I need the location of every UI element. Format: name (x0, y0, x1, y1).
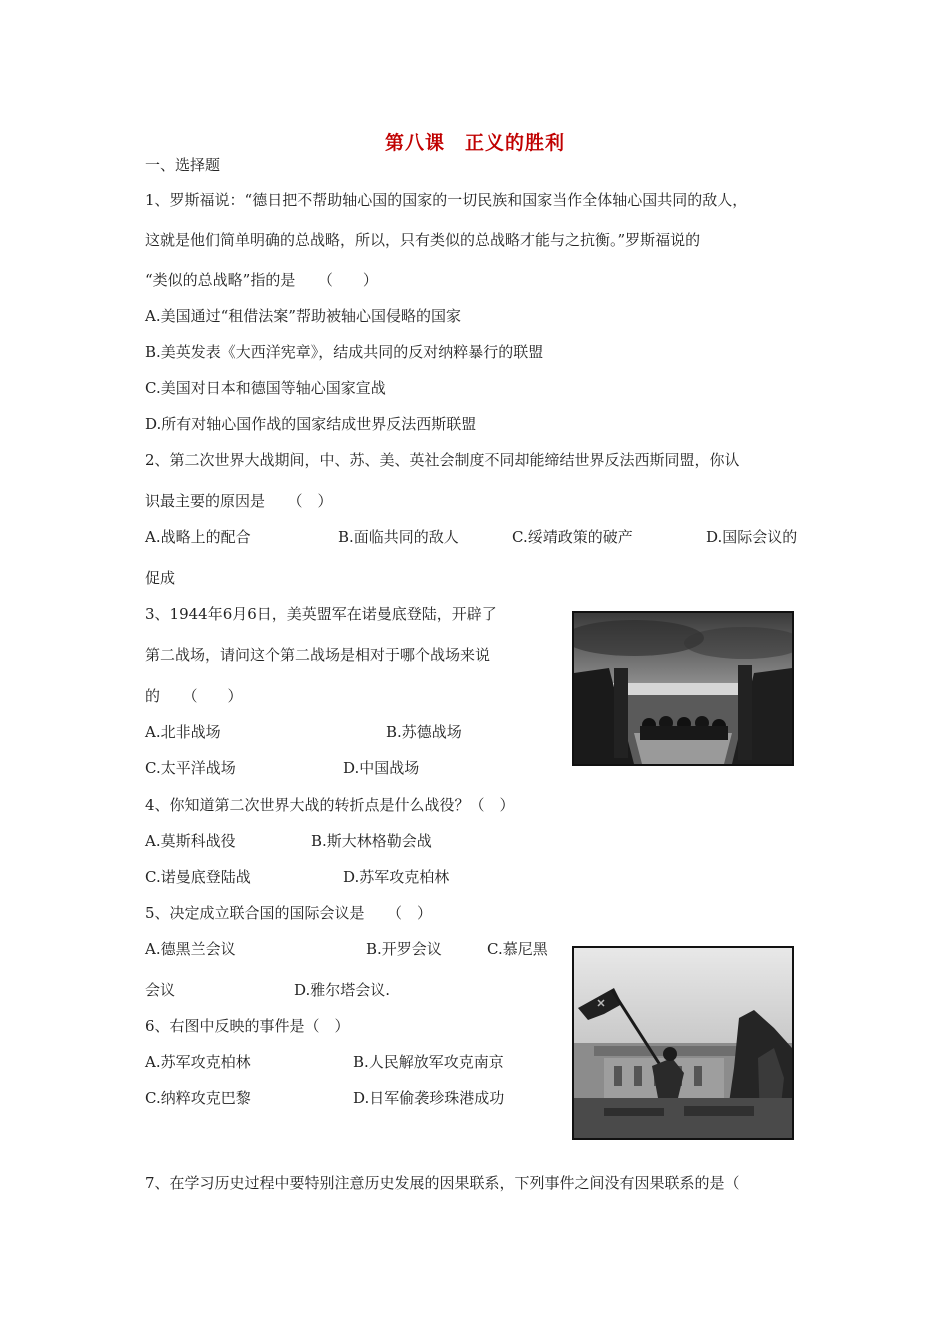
q6-option-d: D.日军偷袭珍珠港成功 (353, 1089, 505, 1107)
berlin-flag-photo (572, 946, 794, 1140)
q1-stem-line2: 这就是他们简单明确的总战略，所以，只有类似的总战略才能与之抗衡。”罗斯福说的 (145, 231, 701, 249)
q4-stem: 4、你知道第二次世界大战的转折点是什么战役？（ ） (145, 796, 515, 814)
q5-option-c-continued: 会议 (145, 981, 176, 999)
berlin-flag-image (574, 948, 792, 1138)
q4-option-a: A.莫斯科战役 (145, 832, 236, 850)
q2-option-b: B.面临共同的敌人 (338, 528, 459, 546)
q6-option-a: A.苏军攻克柏林 (145, 1053, 251, 1071)
q3-option-b: B.苏德战场 (386, 723, 462, 741)
q6-stem: 6、右图中反映的事件是（ ） (145, 1017, 350, 1035)
q4-option-b: B.斯大林格勒会战 (311, 832, 432, 850)
q6-option-b: B.人民解放军攻克南京 (353, 1053, 504, 1071)
q5-option-c: C.慕尼黑 (487, 940, 548, 958)
q1-stem-line1: 1、罗斯福说：“德日把不帮助轴心国的国家的一切民族和国家当作全体轴心国共同的敌人， (145, 191, 748, 209)
q2-option-d: D.国际会议的 (706, 528, 798, 546)
q4-option-c: C.诺曼底登陆战 (145, 868, 251, 886)
q4-option-d: D.苏军攻克柏林 (343, 868, 450, 886)
q2-option-a: A.战略上的配合 (145, 528, 251, 546)
q1-option-d: D.所有对轴心国作战的国家结成世界反法西斯联盟 (145, 415, 477, 433)
q2-option-d-continued: 促成 (145, 569, 176, 587)
q5-option-a: A.德黑兰会议 (145, 940, 236, 958)
q5-stem: 5、决定成立联合国的国际会议是 （ ） (145, 904, 433, 922)
q1-option-a: A.美国通过“租借法案”帮助被轴心国侵略的国家 (145, 307, 461, 325)
q3-stem-line3: 的 （ ） (145, 687, 243, 705)
q3-stem-line2: 第二战场，请问这个第二战场是相对于哪个战场来说 (145, 646, 491, 664)
normandy-landing-photo (572, 611, 794, 766)
q3-option-a: A.北非战场 (145, 723, 221, 741)
q7-stem: 7、在学习历史过程中要特别注意历史发展的因果联系，下列事件之间没有因果联系的是（ (145, 1174, 740, 1192)
q5-option-b: B.开罗会议 (366, 940, 442, 958)
q1-option-b: B.美英发表《大西洋宪章》，结成共同的反对纳粹暴行的联盟 (145, 343, 544, 361)
q2-stem-line2: 识最主要的原因是 （ ） (145, 492, 333, 510)
q5-option-d: D.雅尔塔会议. (294, 981, 391, 999)
q1-option-c: C.美国对日本和德国等轴心国家宣战 (145, 379, 386, 397)
q2-option-c: C.绥靖政策的破产 (512, 528, 633, 546)
q3-option-d: D.中国战场 (343, 759, 420, 777)
q3-option-c: C.太平洋战场 (145, 759, 236, 777)
page-title: 第八课 正义的胜利 (384, 132, 565, 154)
section-heading: 一、选择题 (145, 156, 221, 174)
normandy-landing-image (574, 613, 792, 764)
q6-option-c: C.纳粹攻克巴黎 (145, 1089, 251, 1107)
q1-stem-line3: “类似的总战略”指的是 （ ） (145, 271, 378, 289)
q2-stem-line1: 2、第二次世界大战期间，中、苏、美、英社会制度不同却能缔结世界反法西斯同盟，你认 (145, 451, 740, 469)
q3-stem-line1: 3、1944年6月6日，美英盟军在诺曼底登陆，开辟了 (145, 605, 497, 623)
